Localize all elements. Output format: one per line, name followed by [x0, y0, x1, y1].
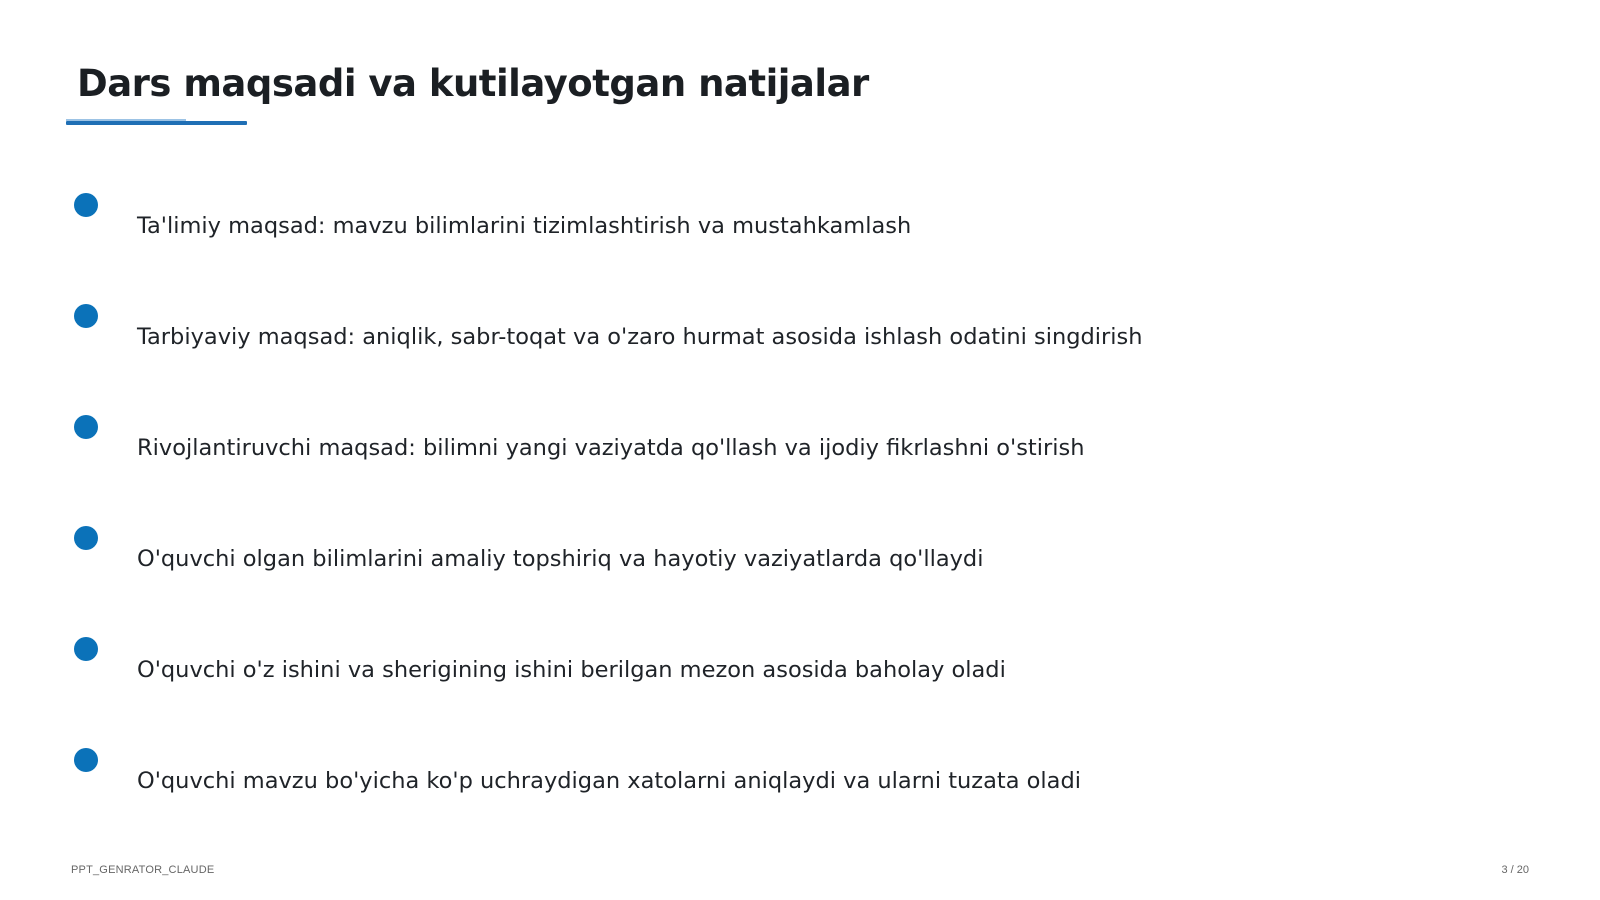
- bullet-dot-icon: [74, 304, 98, 328]
- bullet-text: Ta'limiy maqsad: mavzu bilimlarini tizimlashtirish va mustahkamlash: [137, 213, 912, 239]
- page-number: 3 / 20: [1501, 864, 1529, 876]
- bullet-dot-icon: [74, 415, 98, 439]
- list-item: [0, 304, 1200, 374]
- bullet-text: Tarbiyaviy maqsad: aniqlik, sabr-toqat va o'zaro hurmat asosida ishlash odatini singdirish: [137, 324, 1143, 350]
- list-item: [0, 415, 1200, 485]
- list-item: [0, 748, 1200, 818]
- list-item: [0, 193, 1200, 263]
- bullet-text: Rivojlantiruvchi maqsad: bilimni yangi vaziyatda qo'llash va ijodiy fikrlashni o'stirish: [137, 435, 1085, 461]
- bullet-text: O'quvchi olgan bilimlarini amaliy topshiriq va hayotiy vaziyatlarda qo'llaydi: [137, 546, 984, 572]
- slide-title: Dars maqsadi va kutilayotgan natijalar: [77, 62, 869, 105]
- list-item: [0, 526, 1200, 596]
- list-item: [0, 637, 1200, 707]
- footer-brand: PPT_GENRATOR_CLAUDE: [71, 864, 215, 876]
- bullet-dot-icon: [74, 526, 98, 550]
- title-underline: [66, 121, 247, 125]
- bullet-dot-icon: [74, 193, 98, 217]
- bullet-text: O'quvchi mavzu bo'yicha ko'p uchraydigan xatolarni aniqlaydi va ularni tuzata oladi: [137, 768, 1082, 794]
- bullet-dot-icon: [74, 637, 98, 661]
- bullet-text: O'quvchi o'z ishini va sherigining ishini berilgan mezon asosida baholay oladi: [137, 657, 1006, 683]
- bullet-dot-icon: [74, 748, 98, 772]
